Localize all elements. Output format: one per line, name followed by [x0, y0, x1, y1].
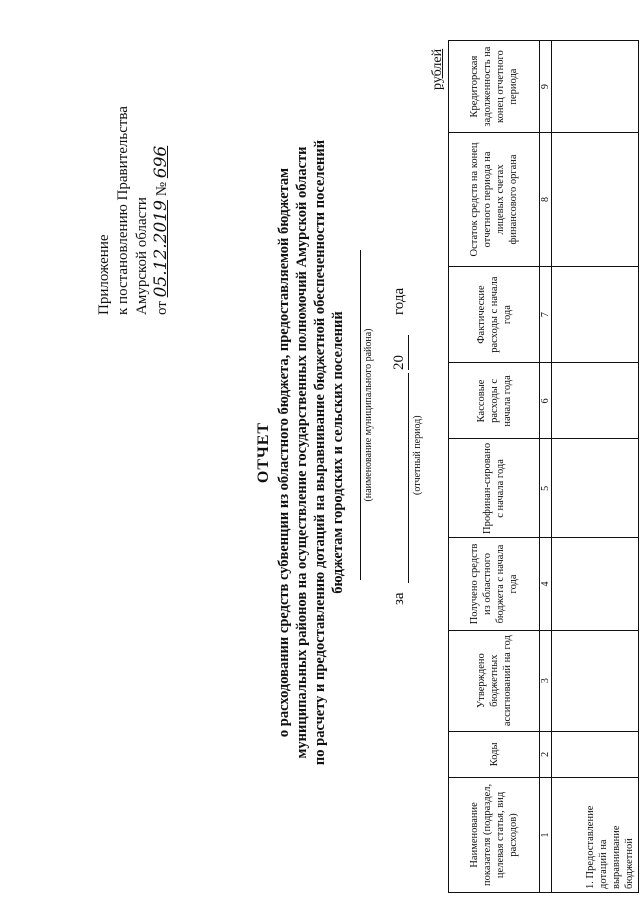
column-header: Остаток средств на конец отчетного периода на лицевых счетах финансового органа: [449, 133, 540, 267]
number-label: №: [154, 181, 170, 197]
table-row: [552, 41, 639, 893]
column-header: Наименование показателя (подраздел, целевая статья, вид расходов): [449, 777, 540, 892]
appendix-date-line: [152, 15, 172, 315]
table-header-row: [449, 41, 540, 893]
column-header: Кредиторская задолженность на конец отчетного периода: [449, 41, 540, 133]
appendix-decree: к постановлению Правительства: [115, 106, 131, 315]
report-table: [448, 40, 639, 893]
row-codes-cell: [552, 731, 639, 777]
row-approved-cell: [552, 630, 639, 731]
column-number: 8: [540, 133, 552, 267]
column-number: 4: [540, 538, 552, 630]
from-label: от: [154, 301, 170, 315]
report-subtitle-line: муниципальных районов на осуществление государственных полномочий Амурской области: [294, 146, 310, 759]
decree-date: 05.12.2019: [151, 200, 171, 298]
column-number: 2: [540, 731, 552, 777]
column-header: Коды: [449, 731, 540, 777]
column-header: Профинан-сировано с начала года: [449, 439, 540, 538]
row-financed-cell: [552, 439, 639, 538]
column-header: Кассовые расходы с начала года: [449, 363, 540, 439]
report-subtitle-line: по расчету и предоставлению дотаций на выравнивание бюджетной обеспеченности поселений: [312, 139, 328, 766]
column-number: 5: [540, 439, 552, 538]
year-blank-line: [408, 335, 409, 370]
column-number: 3: [540, 630, 552, 731]
column-number: 9: [540, 41, 552, 133]
row-actual-expenses-cell: [552, 266, 639, 363]
municipality-caption: (наименование муниципального района): [363, 328, 374, 502]
row-payables-cell: [552, 41, 639, 133]
period-caption: (отчетный период): [412, 415, 423, 495]
report-subtitle-line: бюджетам городских и сельских поселений: [330, 311, 346, 594]
column-number: 6: [540, 363, 552, 439]
row-received-cell: [552, 538, 639, 630]
appendix-region: Амурской области: [134, 197, 150, 315]
period-prefix: за: [391, 592, 407, 605]
period-blank-line: [408, 373, 409, 583]
appendix-label: Приложение: [96, 234, 112, 315]
column-header: Утверждено бюджетных ассигнований на год: [449, 630, 540, 731]
report-title-block: [255, 40, 347, 865]
row-indicator-name: 1. Предоставление дотаций на выравнивание бюджетной: [552, 777, 639, 892]
municipality-blank-line: [360, 250, 361, 580]
row-balance-cell: [552, 133, 639, 267]
report-title: ОТЧЕТ: [255, 421, 272, 484]
period-suffix: года: [391, 287, 407, 315]
column-number-row: [540, 41, 552, 893]
column-number: 1: [540, 777, 552, 892]
row-cash-expenses-cell: [552, 363, 639, 439]
column-number: 7: [540, 266, 552, 363]
appendix-block: [95, 15, 172, 315]
report-subtitle-line: о расходовании средств субвенции из областного бюджета, предоставляемой бюджетам: [276, 167, 292, 738]
decree-number: 696: [151, 145, 171, 179]
period-year: 20: [391, 355, 407, 370]
municipality-field: [360, 250, 374, 580]
unit-label: рублей: [430, 48, 445, 90]
column-header: Фактические расходы с начала года: [449, 266, 540, 363]
column-header: Получено средств из областного бюджета с начала года: [449, 538, 540, 630]
